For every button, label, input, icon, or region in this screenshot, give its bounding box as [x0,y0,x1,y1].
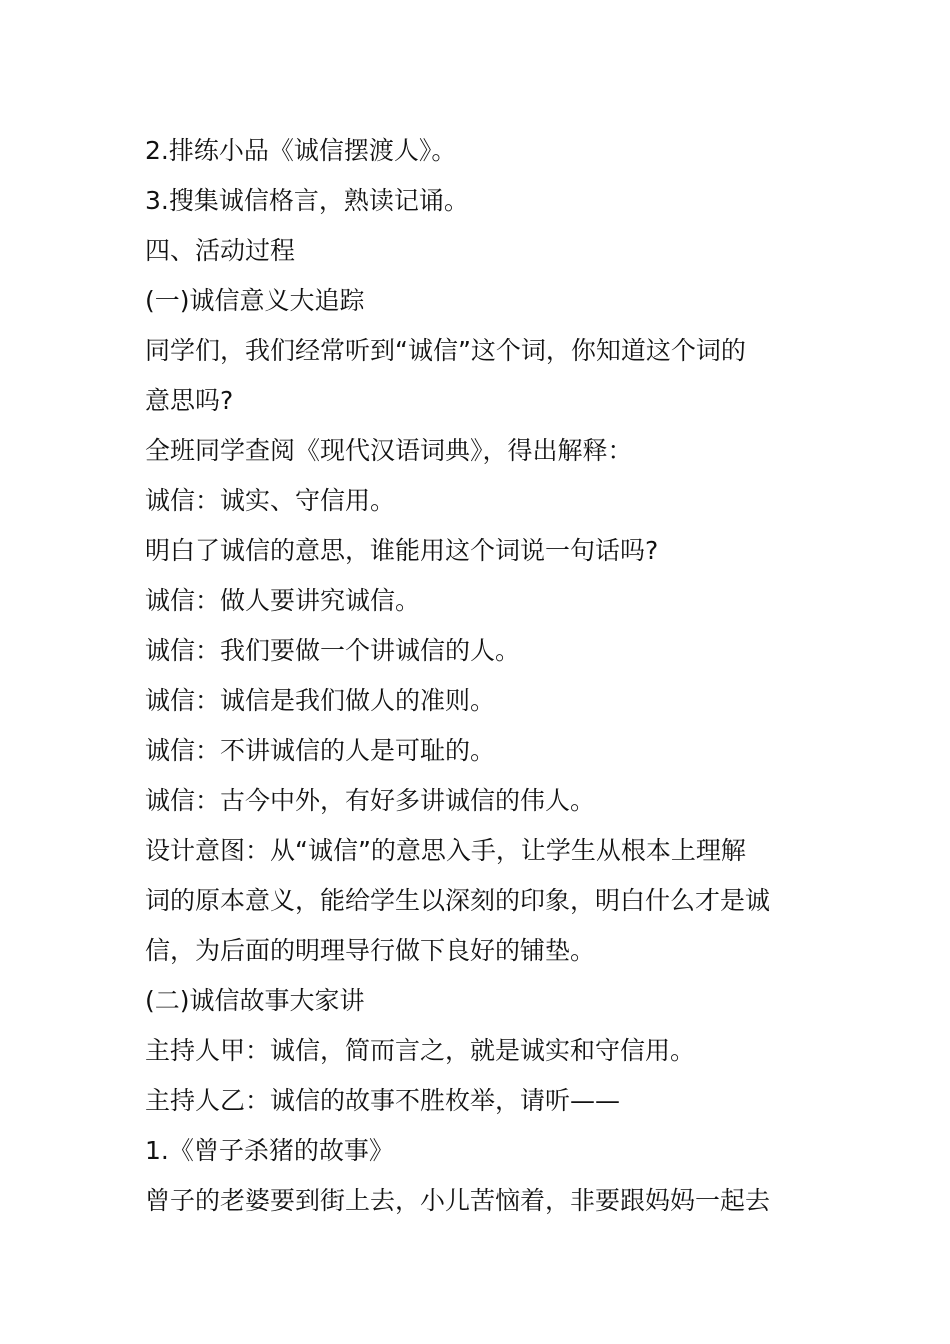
paragraph-line: 意思吗? [145,386,234,415]
story-paragraph-line: 曾子的老婆要到街上去，小儿苦恼着，非要跟妈妈一起去 [145,1186,771,1215]
subsection-heading-stories: (二)诚信故事大家讲 [145,986,365,1015]
list-item-collect-mottos: 3.搜集诚信格言，熟读记诵。 [145,186,469,215]
paragraph-line: 明白了诚信的意思，谁能用这个词说一句话吗? [145,536,659,565]
host-b-line: 主持人乙：诚信的故事不胜枚举，请听—— [145,1086,621,1115]
host-a-line: 主持人甲：诚信，简而言之，就是诚实和守信用。 [145,1036,696,1065]
list-item-rehearse-skit: 2.排练小品《诚信摆渡人》。 [145,136,457,165]
design-intent-line: 信，为后面的明理导行做下良好的铺垫。 [145,936,596,965]
example-sentence: 诚信：古今中外，有好多讲诚信的伟人。 [145,786,596,815]
design-intent-line: 设计意图：从“诚信”的意思入手，让学生从根本上理解 [145,836,746,865]
example-sentence: 诚信：不讲诚信的人是可耻的。 [145,736,496,765]
example-sentence: 诚信：诚信是我们做人的准则。 [145,686,496,715]
subsection-heading-meaning: (一)诚信意义大追踪 [145,286,365,315]
document-body [145,126,810,1226]
example-sentence: 诚信：做人要讲究诚信。 [145,586,421,615]
example-sentence: 诚信：我们要做一个讲诚信的人。 [145,636,521,665]
paragraph-line: 同学们，我们经常听到“诚信”这个词，你知道这个词的 [145,336,746,365]
design-intent-line: 词的原本意义，能给学生以深刻的印象，明白什么才是诚 [145,886,771,915]
section-heading-activity-process: 四、活动过程 [145,236,296,265]
paragraph-line: 全班同学查阅《现代汉语词典》，得出解释： [145,436,633,465]
paragraph-line: 诚信：诚实、守信用。 [145,486,396,515]
story-title: 1.《曾子杀猪的故事》 [145,1136,394,1165]
